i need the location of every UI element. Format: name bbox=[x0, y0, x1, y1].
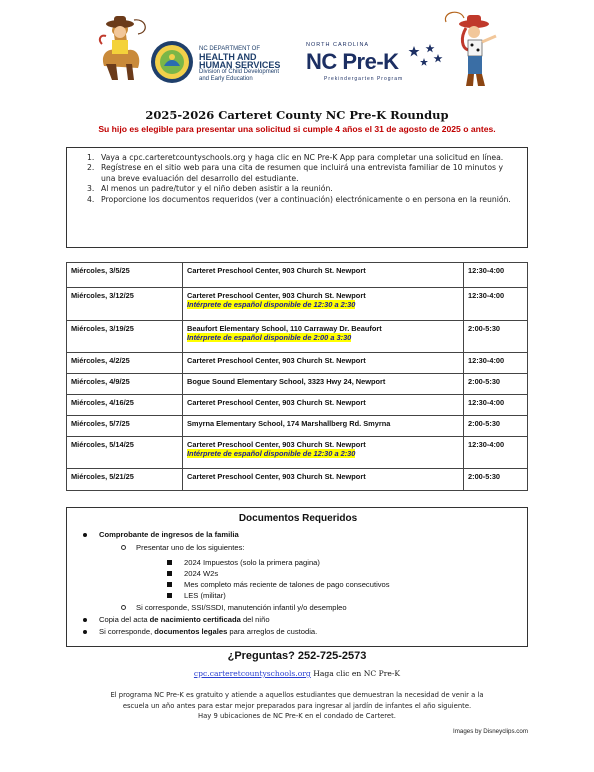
schedule-location-cell bbox=[183, 416, 464, 437]
list-item bbox=[83, 615, 270, 624]
schedule-time: 12:30-4:00 bbox=[464, 353, 528, 374]
schedule-location: Carteret Preschool Center, 903 Church St. Newport bbox=[187, 472, 366, 481]
schedule-location-cell bbox=[183, 374, 464, 395]
dhhs-line-2: HEALTH AND bbox=[199, 52, 257, 62]
footer-line: El programa NC Pre-K es gratuito y atiende a aquellos estudiantes que demuestran la necesidad de venir a la bbox=[110, 691, 484, 699]
step-number: 1. bbox=[87, 153, 95, 162]
birth-cert-bold: de nacimiento certificada bbox=[149, 615, 241, 624]
schedule-location: Smyrna Elementary School, 174 Marshallberg Rd. Smyrna bbox=[187, 419, 391, 428]
schedule-date: Miércoles, 3/5/25 bbox=[67, 263, 183, 288]
step-text: Vaya a cpc.carteretcountyschools.org y haga clic en NC Pre-K App para completar una solicitud en línea. bbox=[101, 153, 504, 162]
list-item bbox=[167, 591, 226, 600]
prek-logo-small-text: NORTH CAROLINA bbox=[306, 42, 370, 48]
step-text: Al menos un padre/tutor y el niño deben asistir a la reunión. bbox=[101, 184, 333, 194]
step-text: Proporcione los documentos requeridos (ver a continuación) electrónicamente o en persona en la reunión. bbox=[101, 194, 511, 204]
table-row bbox=[67, 374, 528, 395]
square-bullet-icon bbox=[167, 571, 172, 576]
footer-line: Hay 9 ubicaciones de NC Pre-K en el condado de Carteret. bbox=[198, 712, 396, 721]
schedule-date: Miércoles, 4/16/25 bbox=[67, 395, 183, 416]
schedule-date: Miércoles, 4/2/25 bbox=[67, 353, 183, 374]
schedule-location-cell bbox=[183, 353, 464, 374]
list-item bbox=[167, 580, 390, 589]
step-item bbox=[87, 195, 517, 205]
schedule-location: Carteret Preschool Center, 903 Church St. Newport bbox=[187, 440, 366, 449]
schedule-date: Miércoles, 5/7/25 bbox=[67, 416, 183, 437]
website-instruction: Haga clic en NC Pre-K bbox=[310, 669, 401, 678]
bullet-icon bbox=[83, 630, 87, 634]
legal-docs-bold: documentos legales bbox=[154, 627, 228, 636]
table-row bbox=[67, 353, 528, 374]
paystubs-item: Mes completo más reciente de talones de pago consecutivos bbox=[184, 580, 390, 589]
eligibility-subtitle: Su hijo es elegible para presentar una solicitud si cumple 4 años el 31 de agosto de 2025 o antes. bbox=[98, 124, 496, 134]
roundup-schedule-table bbox=[66, 262, 528, 491]
hollow-bullet-icon bbox=[121, 545, 126, 550]
interpreter-note: Intérprete de español disponible de 12:30 a 2:30 bbox=[187, 449, 356, 458]
prek-logo-big-text: NC Pre-K bbox=[306, 49, 399, 74]
steps-list bbox=[87, 153, 517, 205]
website-line bbox=[0, 669, 594, 678]
step-item bbox=[87, 153, 517, 163]
required-documents-box bbox=[66, 507, 528, 647]
schedule-location: Carteret Preschool Center, 903 Church St. Newport bbox=[187, 398, 366, 407]
list-item bbox=[83, 627, 317, 636]
schedule-location-cell bbox=[183, 288, 464, 321]
interpreter-note: Intérprete de español disponible de 12:30 a 2:30 bbox=[187, 300, 356, 309]
income-proof-label: Comprobante de ingresos de la familia bbox=[99, 530, 239, 539]
birth-cert-text: Copia del acta bbox=[99, 615, 150, 624]
schedule-location-cell bbox=[183, 469, 464, 491]
schedule-time: 12:30-4:00 bbox=[464, 395, 528, 416]
table-row bbox=[67, 263, 528, 288]
schedule-date: Miércoles, 5/21/25 bbox=[67, 469, 183, 491]
square-bullet-icon bbox=[167, 593, 172, 598]
application-steps-box bbox=[66, 147, 528, 248]
step-number: 4. bbox=[87, 194, 95, 204]
table-row bbox=[67, 395, 528, 416]
dhhs-line-3: HUMAN SERVICES bbox=[199, 60, 281, 70]
stars-icon bbox=[408, 44, 444, 74]
table-row bbox=[67, 416, 528, 437]
schedule-time: 2:00-5:30 bbox=[464, 321, 528, 353]
schedule-date: Miércoles, 4/9/25 bbox=[67, 374, 183, 395]
page-title: 2025-2026 Carteret County NC Pre-K Roundup bbox=[145, 108, 449, 122]
table-row bbox=[67, 469, 528, 491]
tax-item: 2024 Impuestos (solo la primera pagina) bbox=[184, 558, 320, 567]
present-one-text: Presentar uno de los siguientes: bbox=[136, 543, 245, 552]
nc-prek-logo bbox=[306, 42, 444, 88]
hollow-bullet-icon bbox=[121, 605, 126, 610]
les-item: LES (militar) bbox=[184, 591, 226, 600]
dhhs-line-1: NC DEPARTMENT OF bbox=[199, 46, 261, 52]
list-item bbox=[83, 530, 239, 539]
schedule-time: 12:30-4:00 bbox=[464, 288, 528, 321]
schedule-time: 2:00-5:30 bbox=[464, 416, 528, 437]
step-text: Regístrese en el sitio web para una cita de resumen que incluirá una entrevista familiar de 10 minutos y una breve evaluación del desarrollo del estudiante. bbox=[101, 163, 504, 183]
image-credits: Images by Disneyclips.com bbox=[453, 728, 528, 735]
schedule-location: Beaufort Elementary School, 110 Carraway Dr. Beaufort bbox=[187, 324, 382, 333]
birth-cert-text-end: del niño bbox=[240, 615, 270, 624]
schedule-location: Bogue Sound Elementary School, 3323 Hwy 24, Newport bbox=[187, 377, 386, 386]
step-item bbox=[87, 163, 517, 184]
bullet-icon bbox=[83, 533, 87, 537]
bullet-icon bbox=[83, 618, 87, 622]
cowgirl-clipart-image bbox=[440, 10, 504, 88]
step-number: 3. bbox=[87, 184, 95, 194]
list-item bbox=[121, 543, 245, 552]
table-row bbox=[67, 437, 528, 469]
schedule-location-cell bbox=[183, 395, 464, 416]
interpreter-note: Intérprete de español disponible de 2:00 a 3:30 bbox=[187, 333, 352, 342]
dhhs-line-4: Division of Child Development bbox=[199, 69, 280, 75]
questions-phone: ¿Preguntas? 252-725-2573 bbox=[227, 650, 367, 662]
schedule-time: 2:00-5:30 bbox=[464, 469, 528, 491]
schedule-location-cell bbox=[183, 437, 464, 469]
schedule-date: Miércoles, 5/14/25 bbox=[67, 437, 183, 469]
cowboy-clipart-image bbox=[98, 14, 150, 84]
footer-text bbox=[40, 690, 554, 722]
legal-docs-text-end: para arreglos de custodia. bbox=[227, 627, 318, 636]
website-link[interactable]: cpc.carteretcountyschools.org bbox=[193, 669, 311, 678]
list-item bbox=[167, 558, 320, 567]
list-item bbox=[167, 569, 218, 578]
schedule-location: Carteret Preschool Center, 903 Church St. Newport bbox=[187, 266, 366, 275]
square-bullet-icon bbox=[167, 582, 172, 587]
schedule-time: 12:30-4:00 bbox=[464, 437, 528, 469]
schedule-location-cell bbox=[183, 321, 464, 353]
w2-item: 2024 W2s bbox=[184, 569, 219, 578]
schedule-location-cell bbox=[183, 263, 464, 288]
schedule-date: Miércoles, 3/19/25 bbox=[67, 321, 183, 353]
prek-logo-subtitle: Prekindergarten Program bbox=[324, 76, 404, 82]
table-row bbox=[67, 288, 528, 321]
schedule-date: Miércoles, 3/12/25 bbox=[67, 288, 183, 321]
table-row bbox=[67, 321, 528, 353]
list-item bbox=[121, 603, 347, 612]
schedule-location: Carteret Preschool Center, 903 Church St. Newport bbox=[187, 356, 366, 365]
documents-heading: Documentos Requeridos bbox=[238, 513, 358, 524]
nc-dhhs-seal-logo bbox=[150, 40, 194, 84]
schedule-location: Carteret Preschool Center, 903 Church St. Newport bbox=[187, 291, 366, 300]
legal-docs-text: Si corresponde, bbox=[99, 627, 155, 636]
square-bullet-icon bbox=[167, 560, 172, 565]
ssi-item: Si corresponde, SSI/SSDI, manutención infantil y/o desempleo bbox=[136, 603, 347, 612]
step-item bbox=[87, 184, 517, 194]
step-number: 2. bbox=[87, 163, 95, 173]
nc-dhhs-wordmark bbox=[199, 46, 280, 83]
schedule-time: 2:00-5:30 bbox=[464, 374, 528, 395]
dhhs-line-5: and Early Education bbox=[199, 76, 253, 82]
footer-line: escuela un año antes para estar mejor preparados para ingresar al jardín de infantes el año siguiente. bbox=[122, 701, 472, 710]
schedule-time: 12:30-4:00 bbox=[464, 263, 528, 288]
